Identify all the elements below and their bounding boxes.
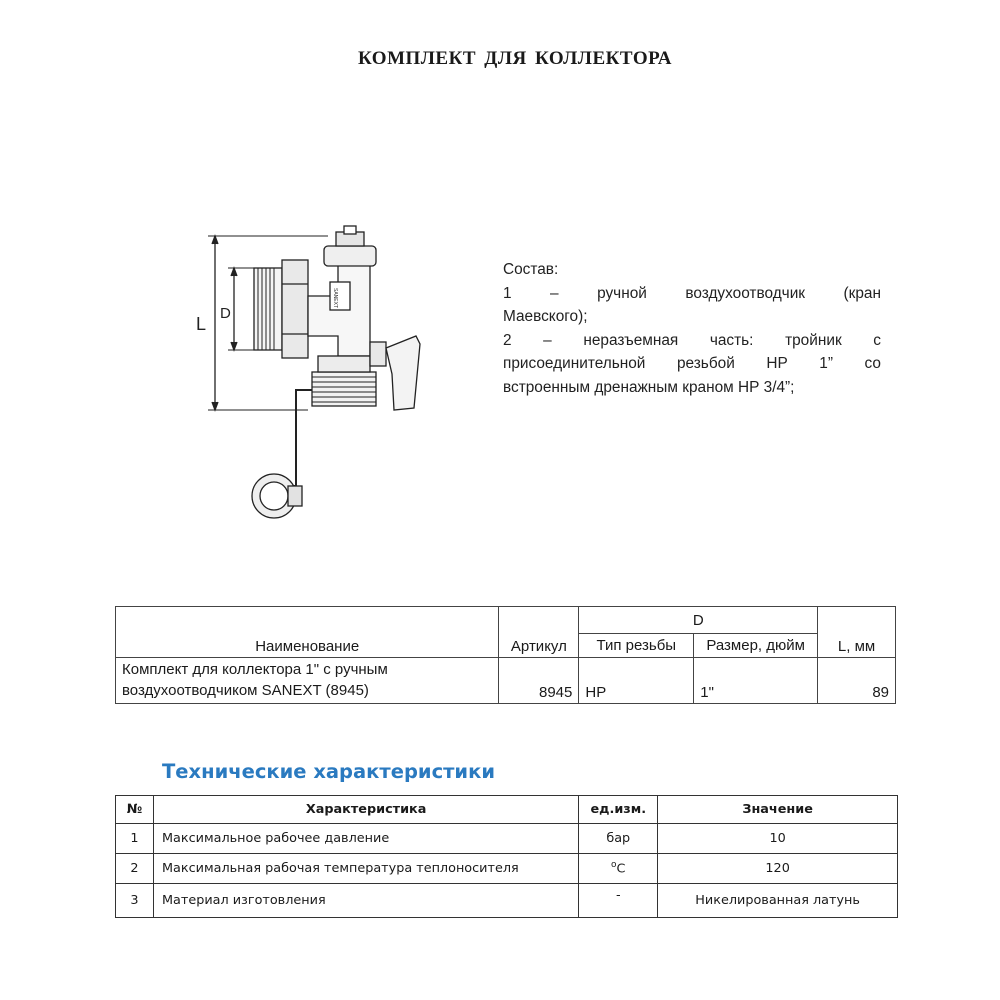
tech-specs-table: [115, 795, 898, 918]
composition-item-1-line-2: Маевского);: [503, 308, 588, 325]
composition-block: [503, 258, 881, 399]
product-thread-type: НР: [579, 658, 694, 704]
row-value: Никелированная латунь: [658, 884, 898, 918]
diameter-label: D: [220, 305, 231, 322]
page-title: КОМПЛЕКТ ДЛЯ КОЛЛЕКТОРА: [357, 48, 673, 69]
row-unit: -: [579, 884, 658, 918]
product-length: 89: [818, 658, 896, 704]
header-thread-type: Тип резьбы: [579, 634, 694, 658]
row-num: 1: [116, 824, 154, 854]
product-name-line-2: воздухоотводчиком SANEXT (8945): [122, 682, 369, 699]
row-num: 3: [116, 884, 154, 918]
row-characteristic: Максимальная рабочая температура теплоносителя: [153, 854, 578, 884]
row-num: 2: [116, 854, 154, 884]
table-row: [116, 884, 898, 918]
product-size: 1": [694, 658, 818, 704]
unit-celsius: С: [616, 861, 626, 877]
header-d-group: D: [579, 607, 818, 634]
header-num: №: [116, 796, 154, 824]
header-size: Размер, дюйм: [694, 634, 818, 658]
tech-specs-title: Технические характеристики: [162, 760, 495, 783]
row-unit: [579, 854, 658, 884]
composition-heading: Состав:: [503, 261, 559, 278]
product-name-cell: [116, 658, 499, 704]
table-row: [116, 658, 896, 704]
row-value: 120: [658, 854, 898, 884]
table-row: [116, 824, 898, 854]
header-article: Артикул: [499, 607, 579, 658]
composition-item-2-line-2: присоединительной резьбой НР 1” со: [503, 355, 881, 372]
product-table: [115, 606, 896, 704]
length-label: L: [196, 314, 207, 334]
row-characteristic: Максимальное рабочее давление: [153, 824, 578, 854]
degree-sup: о: [611, 860, 617, 871]
row-characteristic: Материал изготовления: [153, 884, 578, 918]
row-unit: бар: [579, 824, 658, 854]
composition-item-2-line-1: 2 – неразъемная часть: тройник с: [503, 331, 881, 349]
composition-item-1-line-1: 1 – ручной воздухоотводчик (кран: [503, 284, 881, 302]
brand-mark: SANEXT: [332, 288, 338, 309]
table-row: [116, 854, 898, 884]
product-article: 8945: [499, 658, 579, 704]
row-value: 10: [658, 824, 898, 854]
header-name: Наименование: [116, 607, 499, 658]
header-unit: ед.изм.: [579, 796, 658, 824]
collector-kit-drawing: [188, 224, 438, 544]
composition-item-2-line-3: встроенным дренажным краном НР 3/4”;: [503, 378, 795, 396]
header-characteristic: Характеристика: [153, 796, 578, 824]
header-value: Значение: [658, 796, 898, 824]
header-length: L, мм: [818, 607, 896, 658]
product-name-line-1: Комплект для коллектора 1" с ручным: [122, 661, 388, 678]
